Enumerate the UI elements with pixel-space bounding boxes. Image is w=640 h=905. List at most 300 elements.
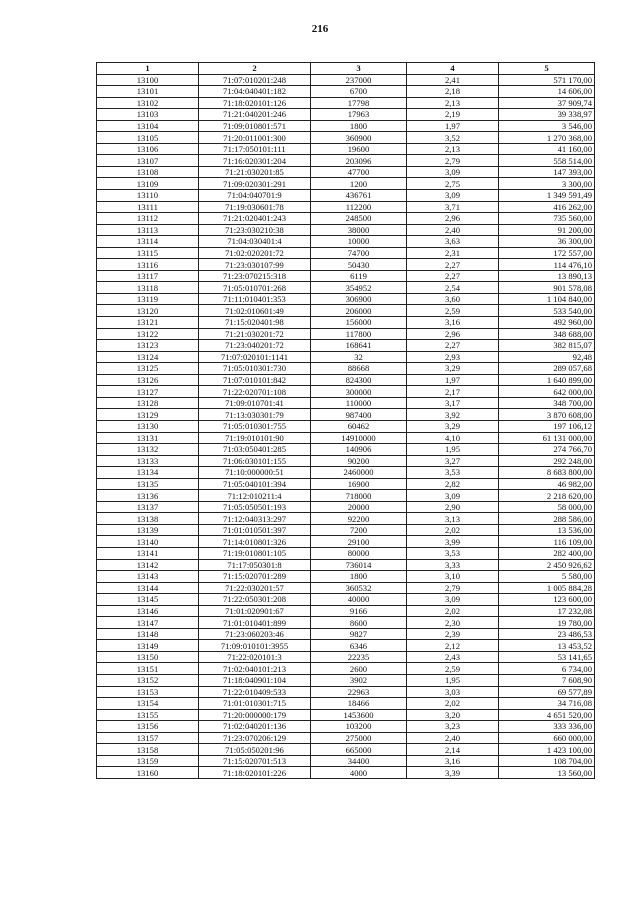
area-cell: 206000 xyxy=(311,305,407,317)
value-cell: 69 577,89 xyxy=(499,686,595,698)
cadastral-number-cell: 71:05:050501:193 xyxy=(199,501,311,513)
row-number-cell: 13143 xyxy=(97,571,199,583)
cadastral-number-cell: 71:21:030201:72 xyxy=(199,328,311,340)
area-cell: 22235 xyxy=(311,651,407,663)
row-number-cell: 13147 xyxy=(97,617,199,629)
area-cell: 7200 xyxy=(311,524,407,536)
row-number-cell: 13144 xyxy=(97,582,199,594)
cadastral-number-cell: 71:07:010201:248 xyxy=(199,74,311,86)
cadastral-number-cell: 71:23:040201:72 xyxy=(199,340,311,352)
area-cell: 60462 xyxy=(311,420,407,432)
cadastral-number-cell: 71:05:050201:96 xyxy=(199,744,311,756)
row-number-cell: 13150 xyxy=(97,651,199,663)
table-row xyxy=(97,455,595,467)
row-number-cell: 13102 xyxy=(97,97,199,109)
rate-cell: 3,53 xyxy=(407,467,499,479)
cadastral-number-cell: 71:22:020101:3 xyxy=(199,651,311,663)
table-row xyxy=(97,397,595,409)
value-cell: 348 700,00 xyxy=(499,397,595,409)
cadastral-number-cell: 71:01:010501:397 xyxy=(199,524,311,536)
value-cell: 108 704,00 xyxy=(499,755,595,767)
area-cell: 110000 xyxy=(311,397,407,409)
area-cell: 248500 xyxy=(311,213,407,225)
table-row xyxy=(97,478,595,490)
area-cell: 19600 xyxy=(311,143,407,155)
value-cell: 46 982,00 xyxy=(499,478,595,490)
table-row xyxy=(97,97,595,109)
value-cell: 23 486,53 xyxy=(499,628,595,640)
cadastral-number-cell: 71:19:010801:105 xyxy=(199,547,311,559)
rate-cell: 3,16 xyxy=(407,755,499,767)
table-row xyxy=(97,340,595,352)
rate-cell: 3,60 xyxy=(407,293,499,305)
value-cell: 2 450 926,62 xyxy=(499,559,595,571)
table-row xyxy=(97,166,595,178)
area-cell: 237000 xyxy=(311,74,407,86)
row-number-cell: 13100 xyxy=(97,74,199,86)
area-cell: 1800 xyxy=(311,120,407,132)
cadastral-number-cell: 71:13:030301:79 xyxy=(199,409,311,421)
rate-cell: 2,02 xyxy=(407,605,499,617)
row-number-cell: 13129 xyxy=(97,409,199,421)
row-number-cell: 13140 xyxy=(97,536,199,548)
table-row xyxy=(97,86,595,98)
cadastral-number-cell: 71:05:040101:394 xyxy=(199,478,311,490)
row-number-cell: 13151 xyxy=(97,663,199,675)
area-cell: 32 xyxy=(311,351,407,363)
rate-cell: 3,52 xyxy=(407,132,499,144)
value-cell: 6 734,00 xyxy=(499,663,595,675)
cadastral-number-cell: 71:22:030201:57 xyxy=(199,582,311,594)
area-cell: 14910000 xyxy=(311,432,407,444)
value-cell: 123 600,00 xyxy=(499,594,595,606)
cadastral-number-cell: 71:19:010101:90 xyxy=(199,432,311,444)
area-cell: 34400 xyxy=(311,755,407,767)
table-row xyxy=(97,236,595,248)
row-number-cell: 13122 xyxy=(97,328,199,340)
column-header-5: 5 xyxy=(499,63,595,75)
area-cell: 16900 xyxy=(311,478,407,490)
cadastral-number-cell: 71:12:010211:4 xyxy=(199,490,311,502)
rate-cell: 2,14 xyxy=(407,744,499,756)
value-cell: 1 270 368,00 xyxy=(499,132,595,144)
table-row xyxy=(97,293,595,305)
rate-cell: 2,96 xyxy=(407,328,499,340)
area-cell: 665000 xyxy=(311,744,407,756)
cadastral-number-cell: 71:21:020401:243 xyxy=(199,213,311,225)
area-cell: 718000 xyxy=(311,490,407,502)
row-number-cell: 13134 xyxy=(97,467,199,479)
cadastral-number-cell: 71:02:040201:136 xyxy=(199,721,311,733)
table-row xyxy=(97,143,595,155)
table-row xyxy=(97,190,595,202)
value-cell: 735 560,00 xyxy=(499,213,595,225)
value-cell: 61 131 000,00 xyxy=(499,432,595,444)
table-row xyxy=(97,363,595,375)
rate-cell: 2,30 xyxy=(407,617,499,629)
rate-cell: 2,27 xyxy=(407,259,499,271)
value-cell: 91 200,00 xyxy=(499,224,595,236)
row-number-cell: 13120 xyxy=(97,305,199,317)
value-cell: 1 104 840,00 xyxy=(499,293,595,305)
rate-cell: 2,41 xyxy=(407,74,499,86)
page-number: 216 xyxy=(311,23,329,35)
rate-cell: 2,82 xyxy=(407,478,499,490)
cadastral-number-cell: 71:22:020701:108 xyxy=(199,386,311,398)
area-cell: 987400 xyxy=(311,409,407,421)
row-number-cell: 13115 xyxy=(97,247,199,259)
table-row xyxy=(97,270,595,282)
cadastral-number-cell: 71:20:000000:179 xyxy=(199,709,311,721)
value-cell: 348 688,00 xyxy=(499,328,595,340)
rate-cell: 4,10 xyxy=(407,432,499,444)
value-cell: 5 580,00 xyxy=(499,571,595,583)
rate-cell: 3,17 xyxy=(407,397,499,409)
table-row xyxy=(97,317,595,329)
value-cell: 492 960,00 xyxy=(499,317,595,329)
rate-cell: 2,39 xyxy=(407,628,499,640)
cadastral-number-cell: 71:18:040901:104 xyxy=(199,674,311,686)
table-row xyxy=(97,432,595,444)
area-cell: 17963 xyxy=(311,109,407,121)
table-row xyxy=(97,213,595,225)
cadastral-number-cell: 71:09:010701:41 xyxy=(199,397,311,409)
rate-cell: 2,96 xyxy=(407,213,499,225)
cadastral-number-cell: 71:23:030210:38 xyxy=(199,224,311,236)
cadastral-number-cell: 71:14:010801:326 xyxy=(199,536,311,548)
table-row xyxy=(97,559,595,571)
row-number-cell: 13148 xyxy=(97,628,199,640)
cadastral-number-cell: 71:05:010701:268 xyxy=(199,282,311,294)
value-cell: 2 218 620,00 xyxy=(499,490,595,502)
table-row xyxy=(97,686,595,698)
table-body xyxy=(97,74,595,778)
cadastral-number-cell: 71:17:050101:111 xyxy=(199,143,311,155)
value-cell: 382 815,07 xyxy=(499,340,595,352)
row-number-cell: 13154 xyxy=(97,698,199,710)
table-row xyxy=(97,698,595,710)
value-cell: 558 514,00 xyxy=(499,155,595,167)
row-number-cell: 13128 xyxy=(97,397,199,409)
rate-cell: 2,75 xyxy=(407,178,499,190)
area-cell: 6346 xyxy=(311,640,407,652)
area-cell: 9827 xyxy=(311,628,407,640)
table-row xyxy=(97,74,595,86)
value-cell: 34 716,08 xyxy=(499,698,595,710)
cadastral-number-cell: 71:23:070215:318 xyxy=(199,270,311,282)
table-row xyxy=(97,674,595,686)
area-cell: 3902 xyxy=(311,674,407,686)
value-cell: 41 160,00 xyxy=(499,143,595,155)
rate-cell: 2,40 xyxy=(407,224,499,236)
table-row xyxy=(97,490,595,502)
cadastral-number-cell: 71:18:020101:226 xyxy=(199,767,311,779)
table-row xyxy=(97,536,595,548)
area-cell: 203096 xyxy=(311,155,407,167)
rate-cell: 1,97 xyxy=(407,120,499,132)
rate-cell: 3,99 xyxy=(407,536,499,548)
value-cell: 416 262,00 xyxy=(499,201,595,213)
cadastral-number-cell: 71:15:020701:513 xyxy=(199,755,311,767)
table-row xyxy=(97,132,595,144)
cadastral-number-cell: 71:07:010101:842 xyxy=(199,374,311,386)
row-number-cell: 13145 xyxy=(97,594,199,606)
table-row xyxy=(97,524,595,536)
area-cell: 90200 xyxy=(311,455,407,467)
rate-cell: 2,93 xyxy=(407,351,499,363)
value-cell: 14 606,00 xyxy=(499,86,595,98)
value-cell: 37 909,74 xyxy=(499,97,595,109)
area-cell: 1800 xyxy=(311,571,407,583)
table-row xyxy=(97,744,595,756)
cadastral-number-cell: 71:05:010301:730 xyxy=(199,363,311,375)
rate-cell: 3,53 xyxy=(407,547,499,559)
row-number-cell: 13142 xyxy=(97,559,199,571)
row-number-cell: 13107 xyxy=(97,155,199,167)
value-cell: 8 683 800,00 xyxy=(499,467,595,479)
column-header-2: 2 xyxy=(199,63,311,75)
cadastral-number-cell: 71:23:060203:46 xyxy=(199,628,311,640)
area-cell: 824300 xyxy=(311,374,407,386)
value-cell: 660 000,00 xyxy=(499,732,595,744)
rate-cell: 3,09 xyxy=(407,166,499,178)
rate-cell: 3,92 xyxy=(407,409,499,421)
cadastral-number-cell: 71:11:010401:353 xyxy=(199,293,311,305)
rate-cell: 3,10 xyxy=(407,571,499,583)
value-cell: 289 057,68 xyxy=(499,363,595,375)
row-number-cell: 13135 xyxy=(97,478,199,490)
row-number-cell: 13152 xyxy=(97,674,199,686)
table-row xyxy=(97,328,595,340)
table-row xyxy=(97,386,595,398)
cadastral-number-cell: 71:04:040401:182 xyxy=(199,86,311,98)
cadastral-number-cell: 71:21:040201:246 xyxy=(199,109,311,121)
row-number-cell: 13101 xyxy=(97,86,199,98)
cadastral-number-cell: 71:02:040101:213 xyxy=(199,663,311,675)
row-number-cell: 13114 xyxy=(97,236,199,248)
rate-cell: 2,43 xyxy=(407,651,499,663)
cadastral-number-cell: 71:03:050401:285 xyxy=(199,444,311,456)
area-cell: 18466 xyxy=(311,698,407,710)
rate-cell: 2,27 xyxy=(407,270,499,282)
value-cell: 274 766,70 xyxy=(499,444,595,456)
row-number-cell: 13117 xyxy=(97,270,199,282)
cadastral-number-cell: 71:20:011001:300 xyxy=(199,132,311,144)
table-row xyxy=(97,617,595,629)
cadastral-number-cell: 71:17:050301:8 xyxy=(199,559,311,571)
row-number-cell: 13104 xyxy=(97,120,199,132)
cadastral-number-cell: 71:07:020101:1141 xyxy=(199,351,311,363)
rate-cell: 2,18 xyxy=(407,86,499,98)
row-number-cell: 13132 xyxy=(97,444,199,456)
cadastral-number-cell: 71:06:030101:155 xyxy=(199,455,311,467)
rate-cell: 3,23 xyxy=(407,721,499,733)
row-number-cell: 13124 xyxy=(97,351,199,363)
table-row xyxy=(97,594,595,606)
rate-cell: 2,79 xyxy=(407,155,499,167)
table-row xyxy=(97,420,595,432)
row-number-cell: 13139 xyxy=(97,524,199,536)
value-cell: 1 640 899,00 xyxy=(499,374,595,386)
rate-cell: 2,13 xyxy=(407,97,499,109)
cadastral-number-cell: 71:04:040701:9 xyxy=(199,190,311,202)
row-number-cell: 13159 xyxy=(97,755,199,767)
area-cell: 22963 xyxy=(311,686,407,698)
area-cell: 8600 xyxy=(311,617,407,629)
table-row xyxy=(97,605,595,617)
value-cell: 19 780,00 xyxy=(499,617,595,629)
value-cell: 533 540,00 xyxy=(499,305,595,317)
value-cell: 4 651 520,00 xyxy=(499,709,595,721)
rate-cell: 3,13 xyxy=(407,513,499,525)
row-number-cell: 13109 xyxy=(97,178,199,190)
area-cell: 140906 xyxy=(311,444,407,456)
row-number-cell: 13149 xyxy=(97,640,199,652)
cadastral-number-cell: 71:10:000000:51 xyxy=(199,467,311,479)
cadastral-number-cell: 71:05:010301:755 xyxy=(199,420,311,432)
area-cell: 88668 xyxy=(311,363,407,375)
value-cell: 288 586,00 xyxy=(499,513,595,525)
area-cell: 29100 xyxy=(311,536,407,548)
value-cell: 114 476,10 xyxy=(499,259,595,271)
column-header-3: 3 xyxy=(311,63,407,75)
rate-cell: 3,20 xyxy=(407,709,499,721)
area-cell: 156000 xyxy=(311,317,407,329)
rate-cell: 1,95 xyxy=(407,444,499,456)
row-number-cell: 13110 xyxy=(97,190,199,202)
cadastral-number-cell: 71:15:020401:98 xyxy=(199,317,311,329)
table-header-row xyxy=(97,63,595,75)
table-row xyxy=(97,547,595,559)
column-header-1: 1 xyxy=(97,63,199,75)
rate-cell: 2,31 xyxy=(407,247,499,259)
value-cell: 172 557,00 xyxy=(499,247,595,259)
cadastral-number-cell: 71:15:020701:289 xyxy=(199,571,311,583)
rate-cell: 3,09 xyxy=(407,490,499,502)
area-cell: 1200 xyxy=(311,178,407,190)
column-header-4: 4 xyxy=(407,63,499,75)
rate-cell: 3,71 xyxy=(407,201,499,213)
cadastral-number-cell: 71:19:030601:78 xyxy=(199,201,311,213)
table-row xyxy=(97,709,595,721)
row-number-cell: 13131 xyxy=(97,432,199,444)
cadastral-number-cell: 71:22:010409:533 xyxy=(199,686,311,698)
row-number-cell: 13130 xyxy=(97,420,199,432)
row-number-cell: 13125 xyxy=(97,363,199,375)
rate-cell: 2,12 xyxy=(407,640,499,652)
rate-cell: 3,27 xyxy=(407,455,499,467)
area-cell: 50430 xyxy=(311,259,407,271)
area-cell: 168641 xyxy=(311,340,407,352)
cadastral-number-cell: 71:09:010801:571 xyxy=(199,120,311,132)
area-cell: 360532 xyxy=(311,582,407,594)
rate-cell: 2,02 xyxy=(407,524,499,536)
value-cell: 36 300,00 xyxy=(499,236,595,248)
value-cell: 3 870 608,00 xyxy=(499,409,595,421)
value-cell: 642 000,00 xyxy=(499,386,595,398)
area-cell: 92200 xyxy=(311,513,407,525)
row-number-cell: 13157 xyxy=(97,732,199,744)
row-number-cell: 13106 xyxy=(97,143,199,155)
cadastral-number-cell: 71:23:070206:129 xyxy=(199,732,311,744)
area-cell: 17798 xyxy=(311,97,407,109)
cadastral-number-cell: 71:02:020201:72 xyxy=(199,247,311,259)
area-cell: 40000 xyxy=(311,594,407,606)
rate-cell: 1,95 xyxy=(407,674,499,686)
area-cell: 1453600 xyxy=(311,709,407,721)
area-cell: 2600 xyxy=(311,663,407,675)
table-row xyxy=(97,259,595,271)
data-table xyxy=(96,62,595,779)
rate-cell: 2,27 xyxy=(407,340,499,352)
rate-cell: 3,33 xyxy=(407,559,499,571)
row-number-cell: 13160 xyxy=(97,767,199,779)
value-cell: 292 248,00 xyxy=(499,455,595,467)
rate-cell: 3,63 xyxy=(407,236,499,248)
area-cell: 306900 xyxy=(311,293,407,305)
table-row xyxy=(97,178,595,190)
value-cell: 13 890,13 xyxy=(499,270,595,282)
value-cell: 13 536,00 xyxy=(499,524,595,536)
cadastral-number-cell: 71:09:010101:3955 xyxy=(199,640,311,652)
area-cell: 436761 xyxy=(311,190,407,202)
rate-cell: 2,19 xyxy=(407,109,499,121)
cadastral-number-cell: 71:21:030201:85 xyxy=(199,166,311,178)
cadastral-number-cell: 71:01:010401:899 xyxy=(199,617,311,629)
value-cell: 197 106,12 xyxy=(499,420,595,432)
value-cell: 7 608,90 xyxy=(499,674,595,686)
rate-cell: 2,59 xyxy=(407,305,499,317)
value-cell: 571 170,00 xyxy=(499,74,595,86)
cadastral-number-cell: 71:12:040313:297 xyxy=(199,513,311,525)
rate-cell: 3,03 xyxy=(407,686,499,698)
table-row xyxy=(97,513,595,525)
rate-cell: 2,54 xyxy=(407,282,499,294)
rate-cell: 2,17 xyxy=(407,386,499,398)
value-cell: 58 000,00 xyxy=(499,501,595,513)
value-cell: 3 546,00 xyxy=(499,120,595,132)
row-number-cell: 13113 xyxy=(97,224,199,236)
value-cell: 1 423 100,00 xyxy=(499,744,595,756)
value-cell: 333 336,00 xyxy=(499,721,595,733)
rate-cell: 2,02 xyxy=(407,698,499,710)
row-number-cell: 13119 xyxy=(97,293,199,305)
table-row xyxy=(97,640,595,652)
cadastral-number-cell: 71:09:020301:291 xyxy=(199,178,311,190)
row-number-cell: 13141 xyxy=(97,547,199,559)
row-number-cell: 13103 xyxy=(97,109,199,121)
value-cell: 39 338,97 xyxy=(499,109,595,121)
row-number-cell: 13137 xyxy=(97,501,199,513)
row-number-cell: 13108 xyxy=(97,166,199,178)
rate-cell: 3,39 xyxy=(407,767,499,779)
table-row xyxy=(97,582,595,594)
value-cell: 901 578,08 xyxy=(499,282,595,294)
row-number-cell: 13127 xyxy=(97,386,199,398)
area-cell: 6700 xyxy=(311,86,407,98)
rate-cell: 2,90 xyxy=(407,501,499,513)
area-cell: 10000 xyxy=(311,236,407,248)
row-number-cell: 13118 xyxy=(97,282,199,294)
table-row xyxy=(97,767,595,779)
table-row xyxy=(97,351,595,363)
row-number-cell: 13121 xyxy=(97,317,199,329)
area-cell: 80000 xyxy=(311,547,407,559)
value-cell: 53 141,65 xyxy=(499,651,595,663)
cadastral-number-cell: 71:02:010601:49 xyxy=(199,305,311,317)
area-cell: 736014 xyxy=(311,559,407,571)
rate-cell: 3,09 xyxy=(407,190,499,202)
